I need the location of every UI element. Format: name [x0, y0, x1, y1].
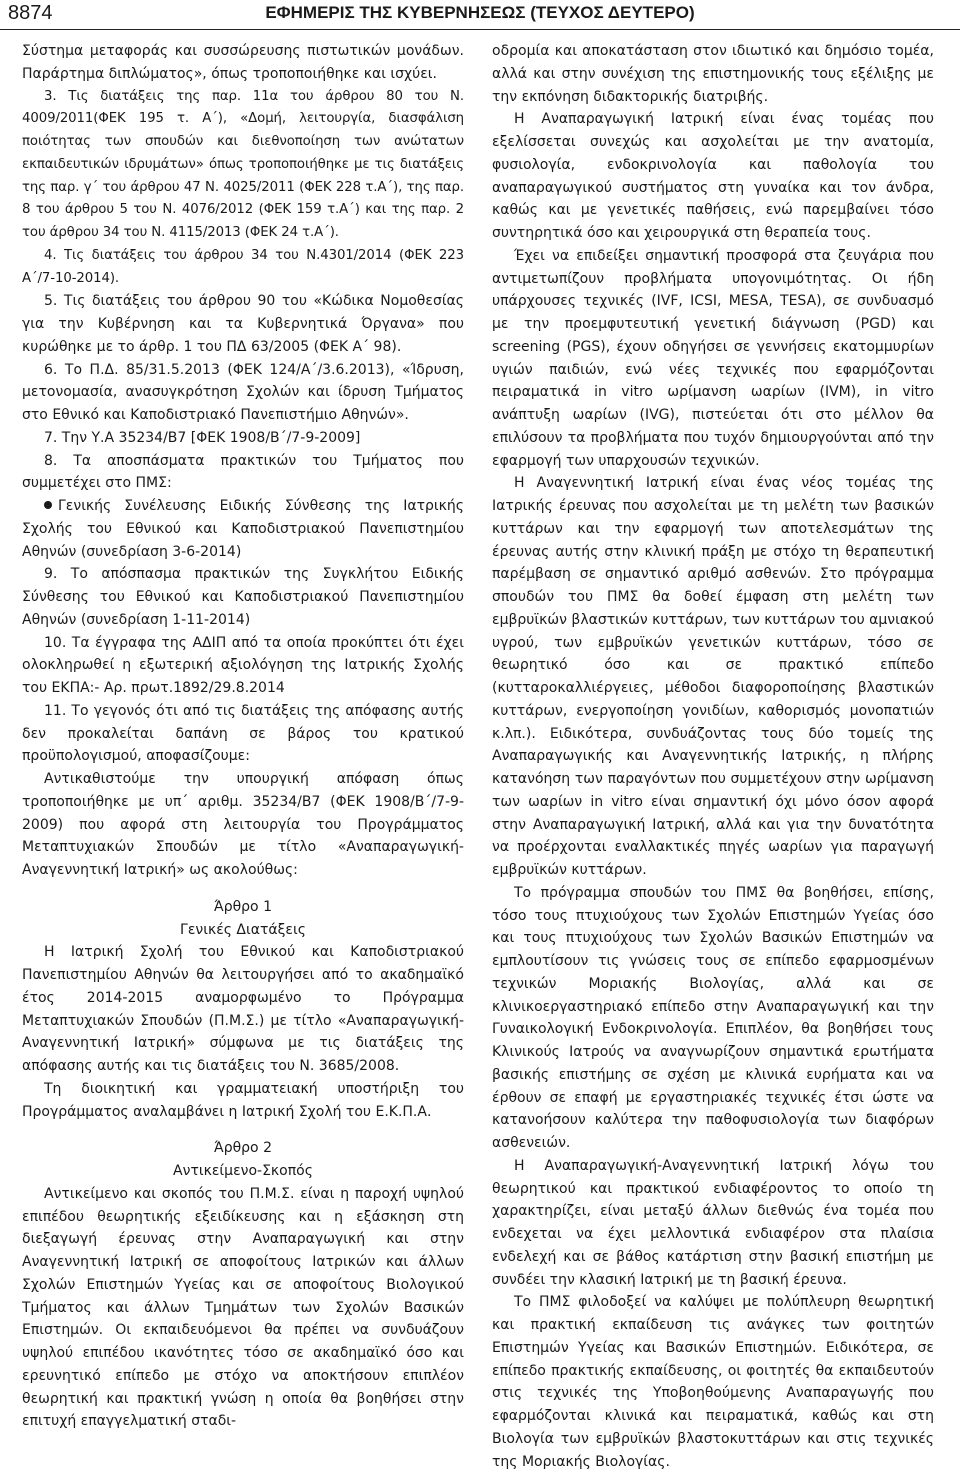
article-heading: Άρθρο 1 — [214, 898, 272, 915]
paragraph: Αντικείμενο και σκοπός του Π.Μ.Σ. είναι η παροχή υψηλού επιπέδου θεωρητικής εξειδίκευσης και η εξάσκηση στη διεξαγωγή έρευνας στην Αναπαραγωγική και στην Αναγεννητική Ιατρική σε αποφοίτους Ιατρικών και άλλων Σχολών Επιστημών Υγείας και σε αποφοίτους Βιολογικού Τμήματος και άλλων Τμημάτων των Σχολών Βασικών Επιστημών. Οι εκπαιδευόμενοι θα πρέπει να συνδυάζουν υψηλού επιπέδου ικανότητες τόσο σε ακαδημαϊκό όσο και ερευνητικό επίπεδο με στόχο να αποκτήσουν επιπλέον θεωρητική και πρακτική γνώση η οποία θα βοηθήσει στην επιτυχή επαγγελματική σταδι- — [22, 1185, 464, 1430]
paragraph: 6. Το Π.Δ. 85/31.5.2013 (ΦΕΚ 124/Α΄/3.6.2013), «Ίδρυση, μετονομασία, ανασυγκρότηση Σχολών και ίδρυση Τμήματος στο Εθνικό και Καποδιστριακό Πανεπιστήμιο Αθηνών». — [22, 361, 464, 423]
bullet-text: Γενικής Συνέλευσης Ειδικής Σύνθεσης της Ιατρικής Σχολής του Εθνικού και Καποδιστριακού Πανεπιστημίου Αθηνών (συνεδρίαση 3-6-2014) — [22, 498, 464, 560]
journal-title: ΕΦΗΜΕΡΙΣ ΤΗΣ ΚΥΒΕΡΝΗΣΕΩΣ (ΤΕΥΧΟΣ ΔΕΥΤΕΡΟ) — [265, 3, 695, 22]
article-heading: Άρθρο 2 — [214, 1140, 272, 1157]
bullet-item — [22, 495, 464, 563]
paragraph: 11. Το γεγονός ότι από τις διατάξεις της απόφασης αυτής δεν προκαλείται δαπάνη σε βάρος του κρατικού προϋπολογισμού, αποφασίζουμε: — [22, 702, 464, 765]
paragraph: Σύστημα μεταφοράς και συσσώρευσης πιστωτικών μονάδων. Παράρτημα διπλώματος», όπως τροποποιήθηκε και ισχύει. — [22, 43, 464, 82]
paragraph: Αντικαθιστούμε την υπουργική απόφαση όπως τροποποιήθηκε με υπ΄ αριθμ. 35234/Β7 (ΦΕΚ 1908/Β΄/7-9-2009) που αφορά στη λειτουργία του Προγράμματος Μεταπτυχιακών Σπουδών με τίτλο «Αναπαραγωγική-Αναγεννητική Ιατρική» ως ακολούθως: — [22, 771, 464, 878]
paragraph: Η Ιατρική Σχολή του Εθνικού και Καποδιστριακού Πανεπιστημίου Αθηνών θα λειτουργήσει από το ακαδημαϊκό έτος 2014-2015 αναμορφωμένο το Πρόγραμμα Μεταπτυχιακών Σπουδών (Π.Μ.Σ.) με τίτλο «Αναπαραγωγική-Αναγεννητική Ιατρική» σύμφωνα με τις διατάξεις της απόφασης αυτής και τις διατάξεις του Ν. 3685/2008. — [22, 944, 464, 1074]
article-subheading: Γενικές Διατάξεις — [180, 921, 306, 938]
paragraph: Η Αναγεννητική Ιατρική είναι ένας νέος τομέας της Ιατρικής έρευνας που ασχολείται με τη μελέτη των βασικών κυττάρων και την εφαρμογή των αποτελεσμάτων της έρευνας αυτής στην κλινική πράξη με στόχο τη θεραπευτική παρέμβαση σε σημαντικό αριθμό ασθενών. Στο πρόγραμμα σπουδών του ΠΜΣ θα δοθεί έμφαση στη μελέτη των εμβρυϊκών βλαστικών κυττάρων, των κυττάρων του αμνιακού υγρού, των εμβρυϊκών γενετικών κυττάρων, τόσο σε θεωρητικό όσο και σε πρακτικό επίπεδο (κυτταροκαλλιέργειες, μέθοδοι διαφοροποίησης βλαστικών κυττάρων, ενεργοποίηση γονιδίων, καθορισμός μονοπατιών κ.λπ.). Ειδικότερα, συνδυάζοντας τους δύο τομείς της Αναπαραγωγικής και Αναγεννητικής Ιατρικής, η πλήρης κατανόηση των παραγόντων που συμμετέχουν στην ωρίμανση των ωαρίων in vitro είναι σημαντική όχι μόνο όσον αφορά στην Αναπαραγωγική Ιατρική, αλλά και για την δυνατότητα να προέρχονται εναλλακτικές πηγές ωαρίων για παραγωγή εμβρυϊκών κυττάρων. — [492, 475, 935, 878]
page-number: 8874 — [8, 2, 53, 24]
paragraph: 8. Τα αποσπάσματα πρακτικών του Τμήματος που συμμετέχει στο ΠΜΣ: — [22, 452, 464, 492]
paragraph: 7. Την Υ.Α 35234/Β7 [ΦΕΚ 1908/Β΄/7-9-2009] — [44, 429, 361, 446]
paragraph: Η Αναπαραγωγική Ιατρική είναι ένας τομέας που εξελίσσεται συνεχώς και ασχολείται με την ανατομία, φυσιολογία, ενδοκρινολογία και παθολογία του αναπαραγωγικού συστήματος στη γυναίκα και τον άνδρα, καθώς και με γενετικές παθήσεις, ενώ παρεμβαίνει τόσο συντηρητικά όσο και χειρουργικά στη θεραπεία τους. — [492, 111, 934, 241]
paragraph: Το πρόγραμμα σπουδών του ΠΜΣ θα βοηθήσει, επίσης, τόσο τους πτυχιούχους των Σχολών Επιστημών Υγείας όσο και τους πτυχιούχους των Σχολών Βασικών Επιστημών να εμπλουτίσουν τις γνώσεις τους σε επίπεδο εφαρμοσμένων τεχνικών Μοριακής Βιολογίας, αλλά και σε κλινικοεργαστηριακό επίπεδο στην Αναπαραγωγική και την Γυναικολογική Ενδοκρινολογία. Επιπλέον, θα βοηθήσει τους Κλινικούς Ιατρούς να αναγνωρίζουν σημαντικά ερωτήματα βασικής επιστήμης σε σχέση με κλινικά ευρήματα και να έρθουν σε επαφή με εργαστηριακές τεχνικές έτσι ώστε να κατανοήσουν καλύτερα την παθοφυσιολογία των διαφόρων ασθενειών. — [492, 884, 934, 1151]
paragraph: Το ΠΜΣ φιλοδοξεί να καλύψει με πολύπλευρη θεωρητική και πρακτική εκπαίδευση τις ανάγκες των φοιτητών Επιστημών Υγείας και Βασικών Επιστημών. Ειδικότερα, σε επίπεδο πρακτικής εκπαίδευσης, οι φοιτητές θα εκπαιδευτούν στις τεχνικές της Υποβοηθούμενης Αναπαραγωγής που εφαρμόζονται κλινικά και πειραματικά, καθώς και στη Βιολογία των εμβρυϊκών βλαστοκυττάρων και στις τεχνικές της Μοριακής Βιολογίας. — [492, 1294, 934, 1470]
left-column — [22, 40, 464, 1433]
article-subheading: Αντικείμενο-Σκοπός — [173, 1163, 313, 1179]
paragraph: 10. Τα έγγραφα της ΑΔΙΠ από τα οποία προκύπτει ότι έχει ολοκληρωθεί η εξωτερική αξιολόγηση της Ιατρικής Σχολής του ΕΚΠΑ:- Αρ. πρωτ.1892/29.8.2014 — [22, 634, 464, 696]
right-column — [492, 40, 934, 1473]
page-header — [0, 0, 960, 30]
paragraph: 4. Τις διατάξεις του άρθρου 34 του Ν.4301/2014 (ΦΕΚ 223 Α΄/7-10-2014). — [22, 247, 464, 286]
paragraph: 3. Τις διατάξεις της παρ. 11α του άρθρου 80 του Ν. 4009/2011(ΦΕΚ 195 τ. Α΄), «Δομή, λειτουργία, διασφάλιση ποιότητας των σπουδών και διεθνοποίηση των ανώτατων εκπαιδευτικών ιδρυμάτων» όπως τροποποιήθηκε με τις διατάξεις της παρ. γ΄ του άρθρου 47 Ν. 4025/2011 (ΦΕΚ 228 τ.Α΄), της παρ. 8 του άρθρου 5 του Ν. 4076/2012 (ΦΕΚ 159 τ.Α΄) και της παρ. 2 του άρθρου 34 του Ν. 4115/2013 (ΦΕΚ 24 τ.Α΄). — [22, 88, 464, 240]
paragraph: 5. Τις διατάξεις του άρθρου 90 του «Κώδικα Νομοθεσίας για την Κυβέρνηση και τα Κυβερνητικά Όργανα» που κυρώθηκε με το άρθρ. 1 του ΠΔ 63/2005 (ΦΕΚ Α΄ 98). — [22, 293, 464, 355]
paragraph: 9. Το απόσπασμα πρακτικών της Συγκλήτου Ειδικής Σύνθεσης του Εθνικού και Καποδιστριακού Πανεπιστημίου Αθηνών (συνεδρίαση 1-11-2014) — [22, 566, 464, 628]
paragraph: Έχει να επιδείξει σημαντική προσφορά στα ζευγάρια που αντιμετωπίζουν προβλήματα υπογονιμότητας. Οι ήδη υπάρχουσες τεχνικές (IVF, ICSI, MESA, TESA), σε συνδυασμό με την προεμφυτευτική γενετική διάγνωση (PGD) και screening (PGS), έχουν οδηγήσει σε γεννήσεις εκατομμυρίων υγιών παιδιών, ενώ νέες τεχνικές που εφαρμόζονται πειραματικά in vitro ωρίμανση ωαρίων (IVM), in vitro ανάπτυξη ωαρίων (IVG), πιστεύεται ότι στο μέλλον θα επιλύσουν τα προβλήματα που τυχόν δημιουργούνται από την εφαρμογή των υπαρχουσών τεχνικών. — [492, 247, 934, 469]
bullet-icon — [44, 501, 52, 509]
paragraph: Η Αναπαραγωγική-Αναγεννητική Ιατρική λόγω του θεωρητικού και πρακτικού ενδιαφέροντος το οποίο τη χαρακτηρίζει, είναι μεταξύ άλλων διεθνώς ένα τομέα που ενδεχεται να έχει μελλοντικά ενδιαφέρον στα πλαίσια ενδελεχή και σε βάθος κατάρτιση στην βασική επιστήμη με συνδέει την κλασική Ιατρική με τη βασική έρευνα. — [492, 1157, 934, 1288]
paragraph: Τη διοικητική και γραμματειακή υποστήριξη του Προγράμματος αναλαμβάνει η Ιατρική Σχολή του Ε.Κ.Π.Α. — [22, 1080, 464, 1120]
paragraph: οδρομία και αποκατάσταση στον ιδιωτικό και δημόσιο τομέα, αλλά και στην συνέχιση της επιστημονικής τους εξέλιξης με την εκπόνηση διδακτορικής διατριβής. — [492, 43, 934, 105]
